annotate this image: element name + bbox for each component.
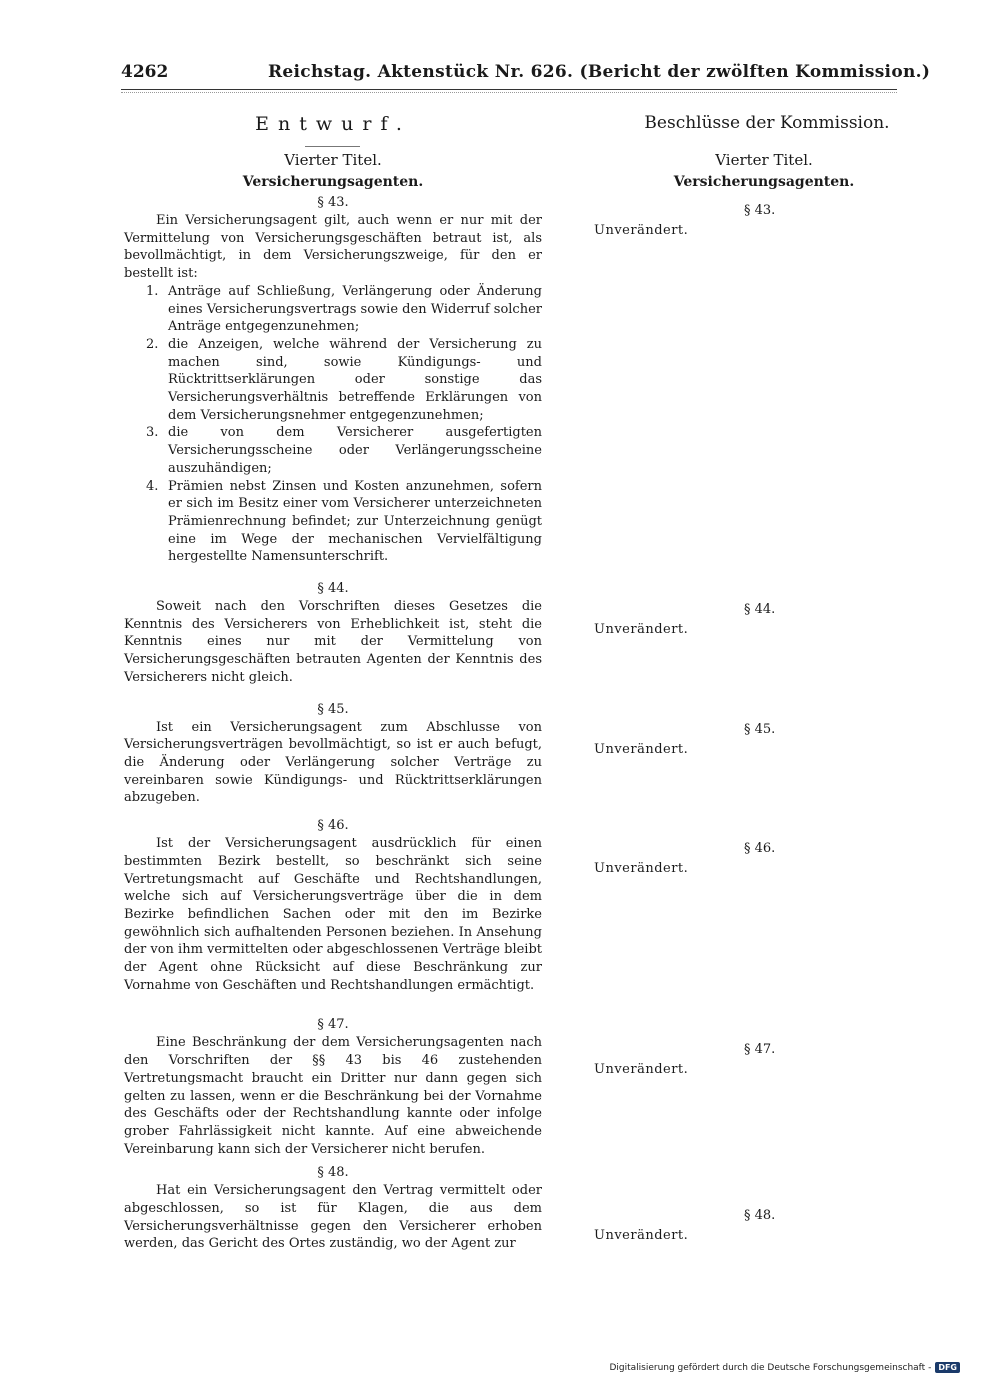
section-46-heading: § 46.: [317, 818, 349, 834]
header-rule: [121, 89, 897, 90]
list-item: [146, 424, 542, 477]
right-section-43-heading: § 43.: [744, 203, 776, 218]
item-number: 2.: [146, 336, 159, 352]
page-number: 4262: [121, 62, 169, 82]
left-column-heading: Entwurf.: [255, 113, 411, 135]
list-item: [146, 336, 542, 425]
item-text: die von dem Versicherer ausgefertigten Versicherungsscheine oder Verlängerungsscheine auszuhändigen;: [168, 425, 542, 476]
item-text: Prämien nebst Zinsen und Kosten anzunehmen, sofern er sich im Besitz einer vom Versicherer unterzeichneten Prämienrechnung befindet; zur Unterzeichnung genügt eine im Wege der mechanischen Vervielfältigung hergestellte Namensunterschrift.: [168, 478, 542, 565]
footer-credit-text: Digitalisierung gefördert durch die Deutsche Forschungsgemeinschaft -: [609, 1362, 932, 1373]
section-44-heading: § 44.: [317, 581, 349, 597]
section-48-text: Hat ein Versicherungsagent den Vertrag vermittelt oder abgeschlossen, so ist für Klagen, die aus dem Versicherungsverhältnisse gegen den Versicherer erhoben werden, das Gericht des Ortes zuständig, wo der Agent zur: [124, 1183, 542, 1252]
item-number: 1.: [146, 283, 159, 299]
right-section-45-heading: § 45.: [744, 722, 776, 737]
right-column: [594, 150, 934, 1243]
right-subtitle: Versicherungsagenten.: [673, 174, 855, 190]
item-number: 3.: [146, 425, 159, 441]
list-item: [146, 283, 542, 336]
right-section-48-text: Unverändert.: [594, 1228, 689, 1243]
right-column-heading: Beschlüsse der Kommission.: [644, 113, 890, 133]
section-43-intro: Ein Versicherungsagent gilt, auch wenn er nur mit der Vermittelung von Versicherungsgeschäften betraut ist, als bevollmächtigt, in dem Versicherungszweige, für den er bestellt ist:: [124, 213, 542, 282]
section-46-text: Ist der Versicherungsagent ausdrücklich für einen bestimmten Bezirk bestellt, so beschränkt sich seine Vertretungsmacht auf Geschäfte und Rechtshandlungen, welche sich auf Versicherungsverträge über die in dem Bezirke befindlichen Sachen oder mit den im Bezirke gewöhnlich sich aufhaltenden Personen beziehen. In Ansehung der von ihm vermittelten oder abgeschlossenen Verträge bleibt der Agent ohne Rücksicht auf diese Beschränkung zur Vornahme von Geschäften und Rechtshandlungen ermächtigt.: [124, 836, 542, 993]
section-45-heading: § 45.: [317, 701, 349, 717]
right-section-47-heading: § 47.: [744, 1042, 776, 1057]
item-text: Anträge auf Schließung, Verlängerung oder Änderung eines Versicherungsvertrags sowie den Widerruf solcher Anträge entgegenzunehmen;: [168, 283, 542, 335]
header-rule-dotted: [121, 92, 897, 93]
right-section-44-heading: § 44.: [744, 602, 776, 617]
right-section-45-text: Unverändert.: [594, 742, 689, 757]
item-number: 4.: [146, 478, 159, 494]
right-section-43-text: Unverändert.: [594, 223, 689, 238]
subtitle: Versicherungsagenten.: [242, 174, 424, 190]
right-section-44-text: Unverändert.: [594, 622, 689, 637]
right-section-46-text: Unverändert.: [594, 861, 689, 876]
section-47-text: Eine Beschränkung der dem Versicherungsagenten nach den Vorschriften der §§ 43 bis 46 zustehenden Vertretungsmacht braucht ein Dritter nur dann gegen sich gelten zu lassen, wenn er die Beschränkung bei der Vornahme des Geschäfts oder der Rechtshandlung kannte oder infolge grober Fahrlässigkeit nicht kannte. Auf eine abweichende Vereinbarung kann sich der Versicherer nicht berufen.: [124, 1035, 542, 1157]
footer-credit: [609, 1362, 960, 1373]
section-43-heading: § 43.: [317, 195, 349, 210]
section-43-items: [124, 283, 542, 566]
right-section-48-heading: § 48.: [744, 1208, 776, 1223]
right-section-46-heading: § 46.: [744, 841, 776, 856]
title-line: Vierter Titel.: [284, 151, 382, 169]
decorative-rule: [305, 146, 360, 147]
right-section-47-text: Unverändert.: [594, 1062, 689, 1077]
dfg-logo: DFG: [935, 1362, 960, 1373]
section-48-heading: § 48.: [317, 1165, 349, 1181]
running-title: Reichstag. Aktenstück Nr. 626. (Bericht der zwölften Kommission.): [268, 62, 931, 82]
list-item: [146, 478, 542, 567]
section-44-text: Soweit nach den Vorschriften dieses Gesetzes die Kenntnis des Versicherers von Erheblichkeit ist, steht die Kenntnis eines nur mit der Vermittelung von Versicherungsgeschäften betrauten Agenten der Kenntnis des Versicherers nicht gleich.: [124, 599, 542, 685]
item-text: die Anzeigen, welche während der Versicherung zu machen sind, sowie Kündigungs- und Rücktrittserklärungen oder sonstige das Versicherungsverhältnis betreffende Erklärungen von dem Versicherungsnehmer entgegenzunehmen;: [168, 336, 542, 423]
right-title-line: Vierter Titel.: [715, 151, 813, 169]
left-column: [124, 150, 542, 1253]
section-47-heading: § 47.: [317, 1017, 349, 1033]
section-45-text: Ist ein Versicherungsagent zum Abschlusse von Versicherungsverträgen bevollmächtigt, so ist er auch befugt, die Änderung oder Verlängerung solcher Verträge zu vereinbaren sowie Kündigungs- und Rücktrittserklärungen abzugeben.: [124, 719, 542, 806]
